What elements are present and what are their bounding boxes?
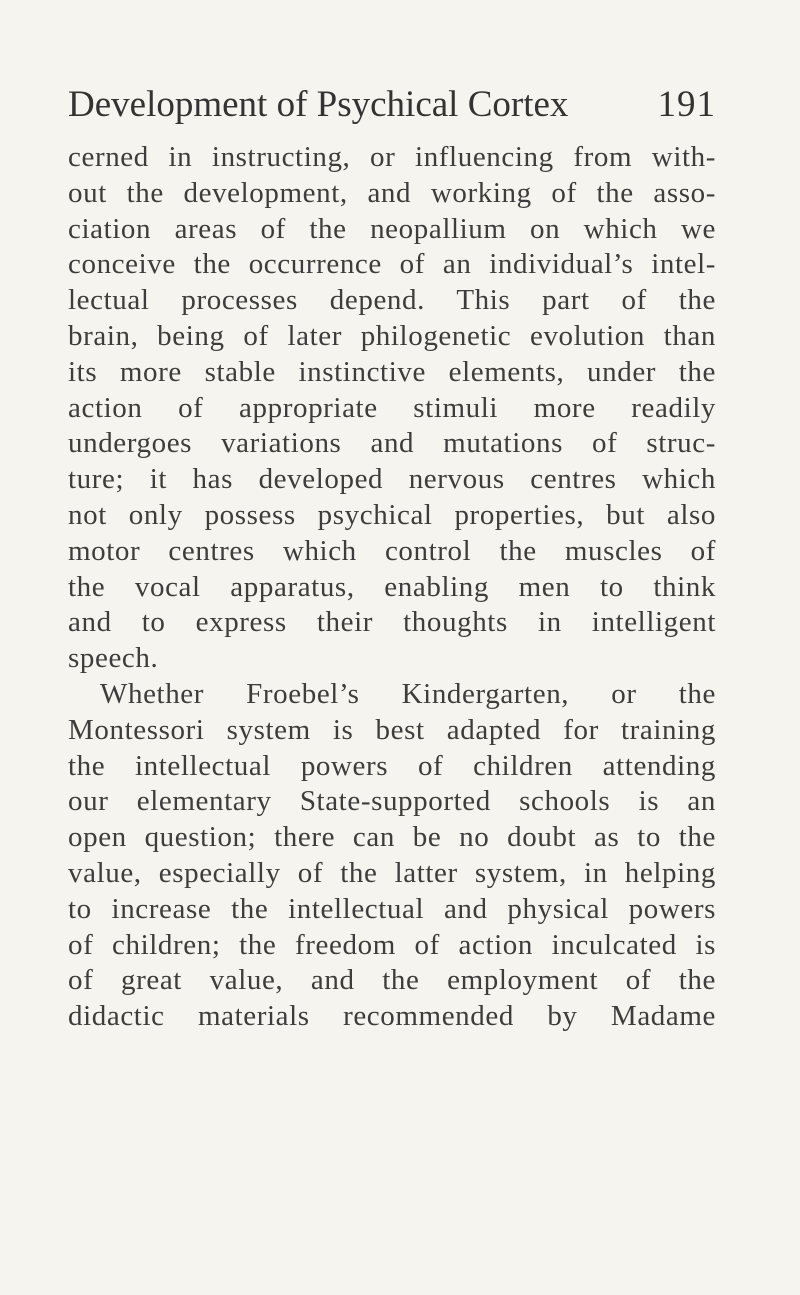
text-line: motor centres which control the muscles of <box>68 534 716 567</box>
running-head-title: Development of Psychical Cortex <box>68 84 569 125</box>
text-line: our elementary State-supported schools is an <box>68 785 716 818</box>
text-line: of great value, and the employment of the <box>68 964 716 997</box>
text-line: of children; the freedom of action inculcated is <box>68 928 716 961</box>
paragraph <box>68 140 716 677</box>
text-line: speech. <box>68 642 159 675</box>
text-line: action of appropriate stimuli more readily <box>68 391 716 424</box>
text-line: not only possess psychical properties, but also <box>68 498 716 531</box>
text-line: its more stable instinctive elements, under the <box>68 355 716 388</box>
text-line: undergoes variations and mutations of struc- <box>68 427 716 460</box>
text-line: lectual processes depend. This part of the <box>68 284 716 317</box>
text-line: Whether Froebel’s Kindergarten, or the <box>100 677 716 710</box>
body-text <box>68 140 716 1035</box>
text-line: ture; it has developed nervous centres which <box>68 463 716 496</box>
text-line: value, especially of the latter system, in helping <box>68 856 716 889</box>
text-line: brain, being of later philogenetic evolution than <box>68 319 716 352</box>
text-line: didactic materials recommended by Madame <box>68 1000 716 1033</box>
text-line: conceive the occurrence of an individual’s intel- <box>68 248 716 281</box>
page-number: 191 <box>657 84 716 125</box>
paragraph <box>68 677 716 1035</box>
text-line: the intellectual powers of children attending <box>68 749 716 782</box>
text-line: open question; there can be no doubt as to the <box>68 821 716 854</box>
text-line: Montessori system is best adapted for training <box>68 713 716 746</box>
text-line: and to express their thoughts in intelligent <box>68 606 716 639</box>
text-line: out the development, and working of the asso- <box>68 176 716 209</box>
text-line: ciation areas of the neopallium on which we <box>68 212 716 245</box>
text-line: to increase the intellectual and physical powers <box>68 892 716 925</box>
text-line: the vocal apparatus, enabling men to think <box>68 570 716 603</box>
running-head <box>68 80 716 130</box>
text-line: cerned in instructing, or influencing from with- <box>68 141 716 173</box>
